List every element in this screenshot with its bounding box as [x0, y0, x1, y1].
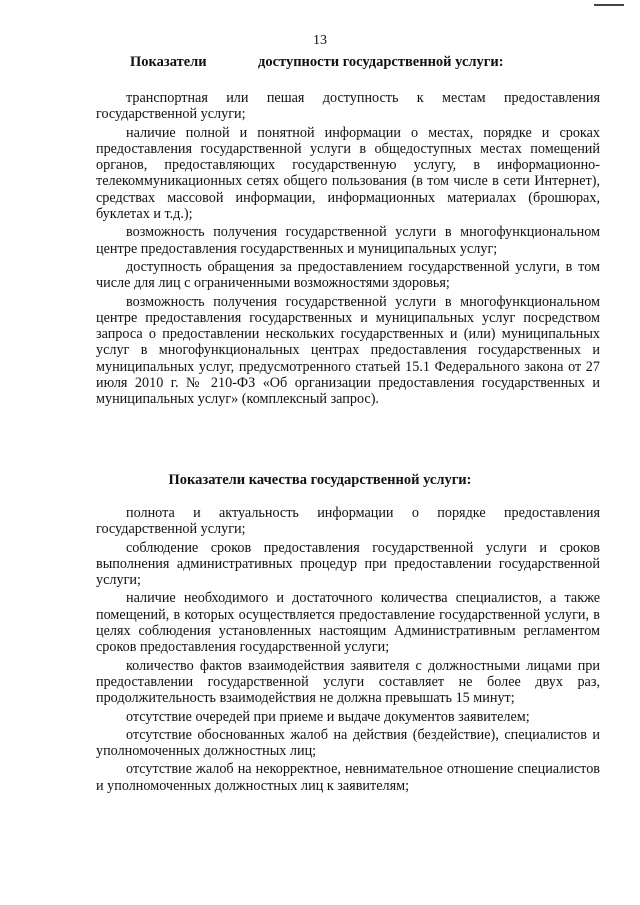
availability-item: возможность получения государственной услуги в многофункциональном центре предоставления государственных и муниципальных услуг; — [96, 224, 600, 257]
quality-item: наличие необходимого и достаточного количества специалистов, а также помещений, в которых осуществляется предоставление государственной услуги, в целях соблюдения установленных настоящим Административным регламентом сроков предоставления государственной услуги; — [96, 590, 600, 656]
quality-item: отсутствие жалоб на некорректное, невнимательное отношение специалистов и уполномоченных должностных лиц к заявителям; — [96, 761, 600, 794]
availability-heading-word: Показатели — [130, 54, 207, 70]
availability-item: транспортная или пешая доступность к местам предоставления государственной услуги; — [96, 90, 600, 123]
quality-item: количество фактов взаимодействия заявителя с должностными лицами при предоставлении государственной услуги составляет не более двух раз, продолжительность взаимодействия не должна превышать 15 минут; — [96, 657, 600, 707]
quality-heading: Показатели качества государственной услуги: — [168, 472, 472, 488]
quality-list — [96, 505, 600, 796]
quality-item: отсутствие обоснованных жалоб на действия (бездействие), специалистов и уполномоченных должностных лиц; — [96, 726, 600, 760]
quality-item: соблюдение сроков предоставления государственной услуги и сроков выполнения административных процедур при предоставлении государственной услуги; — [96, 539, 600, 589]
scan-mark — [594, 4, 624, 6]
availability-item: доступность обращения за предоставлением государственной услуги, в том числе для лиц с ограниченными возможностями здоровья; — [96, 258, 600, 292]
quality-item: отсутствие очередей при приеме и выдаче документов заявителем; — [126, 708, 530, 725]
availability-item: возможность получения государственной услуги в многофункциональном центре предоставления государственных и муниципальных услуг посредством запроса о предоставлении нескольких государственных и (или) муниципальных услуг в многофункциональных центрах предоставления государственных и муниципальных услуг, предусмотренного статьей 15.1 Федерального закона от 27 июля 2010 г. № 210-ФЗ «Об организации предоставления государственных и муниципальных услуг» (комплексный запрос). — [96, 293, 600, 408]
availability-heading-rest: доступности государственной услуги: — [258, 54, 504, 70]
quality-item: полнота и актуальность информации о порядке предоставления государственной услуги; — [96, 505, 600, 538]
availability-list — [96, 90, 600, 410]
availability-item: наличие полной и понятной информации о местах, порядке и сроках предоставления государственной услуги в общедоступных местах помещений органов, предоставляющих государственную услугу, в информационно-телекоммуникационных сетях общего пользования (в том числе в сети Интернет), средствах массовой информации, информационных материалах (брошюрах, буклетах и т.д.); — [96, 124, 600, 223]
page-number: 13 — [313, 33, 327, 48]
